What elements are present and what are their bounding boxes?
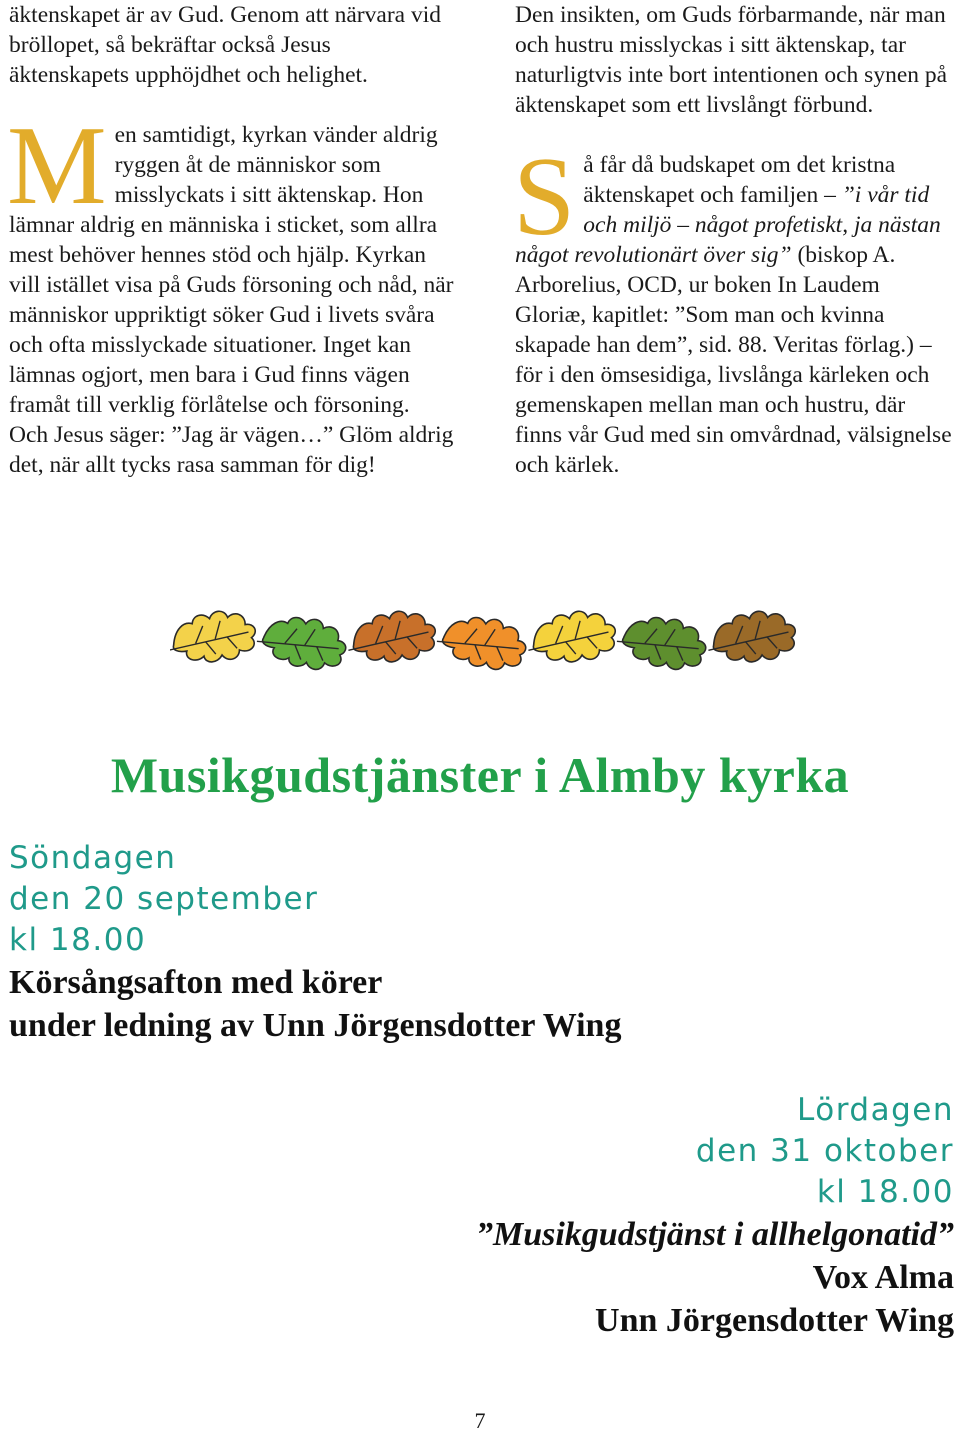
leaf-icon [254, 612, 349, 673]
event-2-title: ”Musikgudstjänst i allhelgonatid” [475, 1216, 954, 1253]
event-2-date: den 31 oktober [695, 1133, 954, 1169]
leaf-icon [343, 606, 439, 670]
right-para-2-rest: (biskop A. Arborelius, OCD, ur boken In Laudem Gloriæ, kapitlet: ”Som man och kvinna skapade han dem”, sid. 88. Veritas förlag.) – för i den ömsesidiga, livslånga kärleken och gemenskapen mellan man och hustru, där finns vår Gud med sin omvårdnad, välsignelse och kärlek. [515, 242, 952, 478]
right-column [515, 0, 955, 480]
left-para-1: äktenskapet är av Gud. Genom att närvara vid bröllopet, så bekräftar också Jesus äktenskapets upphöjdhet och helighet. [9, 2, 441, 88]
oak-leaves-border [170, 600, 800, 680]
event-2-performer: Vox Alma [812, 1259, 954, 1296]
leaf-icon [170, 606, 259, 670]
event-1-line-2: under ledning av Unn Jörgensdotter Wing [9, 1007, 622, 1044]
event-1-line-1: Körsångsafton med körer [9, 964, 383, 1001]
drop-cap-s: S [513, 135, 576, 259]
leaf-icon [523, 606, 619, 670]
page-number: 7 [474, 1408, 486, 1433]
left-para-2-text: en samtidigt, kyrkan vänder aldrig ryggen åt de människor som misslyckats i sitt äktenskap. Hon lämnar aldrig en människa i sticket, som allra mest behöver hennes stöd och hjälp. Kyrkan vill istället visa på Guds försoning och nåd, när människor uppriktigt söker Gud i livets svåra och ofta misslyckade situationer. Inget kan lämnas ogjort, men bara i Gud finns vägen framåt till verklig förlåtelse och försoning. Och Jesus säger: ”Jag är vägen…” Glöm aldrig det, när allt tycks rasa samman för dig! [9, 122, 454, 478]
event-2-leader: Unn Jörgensdotter Wing [595, 1302, 954, 1339]
event-heading: Musikgudstjänster i Almby kyrka [110, 747, 850, 803]
event-2-time: kl 18.00 [816, 1174, 954, 1210]
event-1-day: Söndagen [9, 840, 177, 876]
event-1-date: den 20 september [9, 881, 319, 917]
event-1-time: kl 18.00 [9, 922, 147, 958]
event-2 [476, 1090, 954, 1342]
event-1 [9, 838, 621, 1047]
leaf-icon [434, 612, 529, 673]
leaf-icon [703, 606, 799, 670]
drop-cap-m: M [7, 104, 107, 228]
event-2-day: Lördagen [797, 1092, 954, 1128]
left-column [9, 0, 454, 480]
right-para-2 [513, 135, 955, 480]
left-para-2 [7, 104, 454, 480]
right-para-1: Den insikten, om Guds förbarmande, när man och hustru misslyckas i sitt äktenskap, tar naturligtvis inte bort intentionen och synen på äktenskapet som ett livslångt förbund. [515, 2, 948, 118]
leaf-icon [614, 612, 709, 673]
right-para-2-quote: ”i vår tid och miljö – något profetiskt, ja nästan något revolutionärt över sig” [515, 182, 941, 268]
right-para-2-lead: å får då budskapet om det kristna äktenskapet och familjen – [583, 152, 896, 208]
